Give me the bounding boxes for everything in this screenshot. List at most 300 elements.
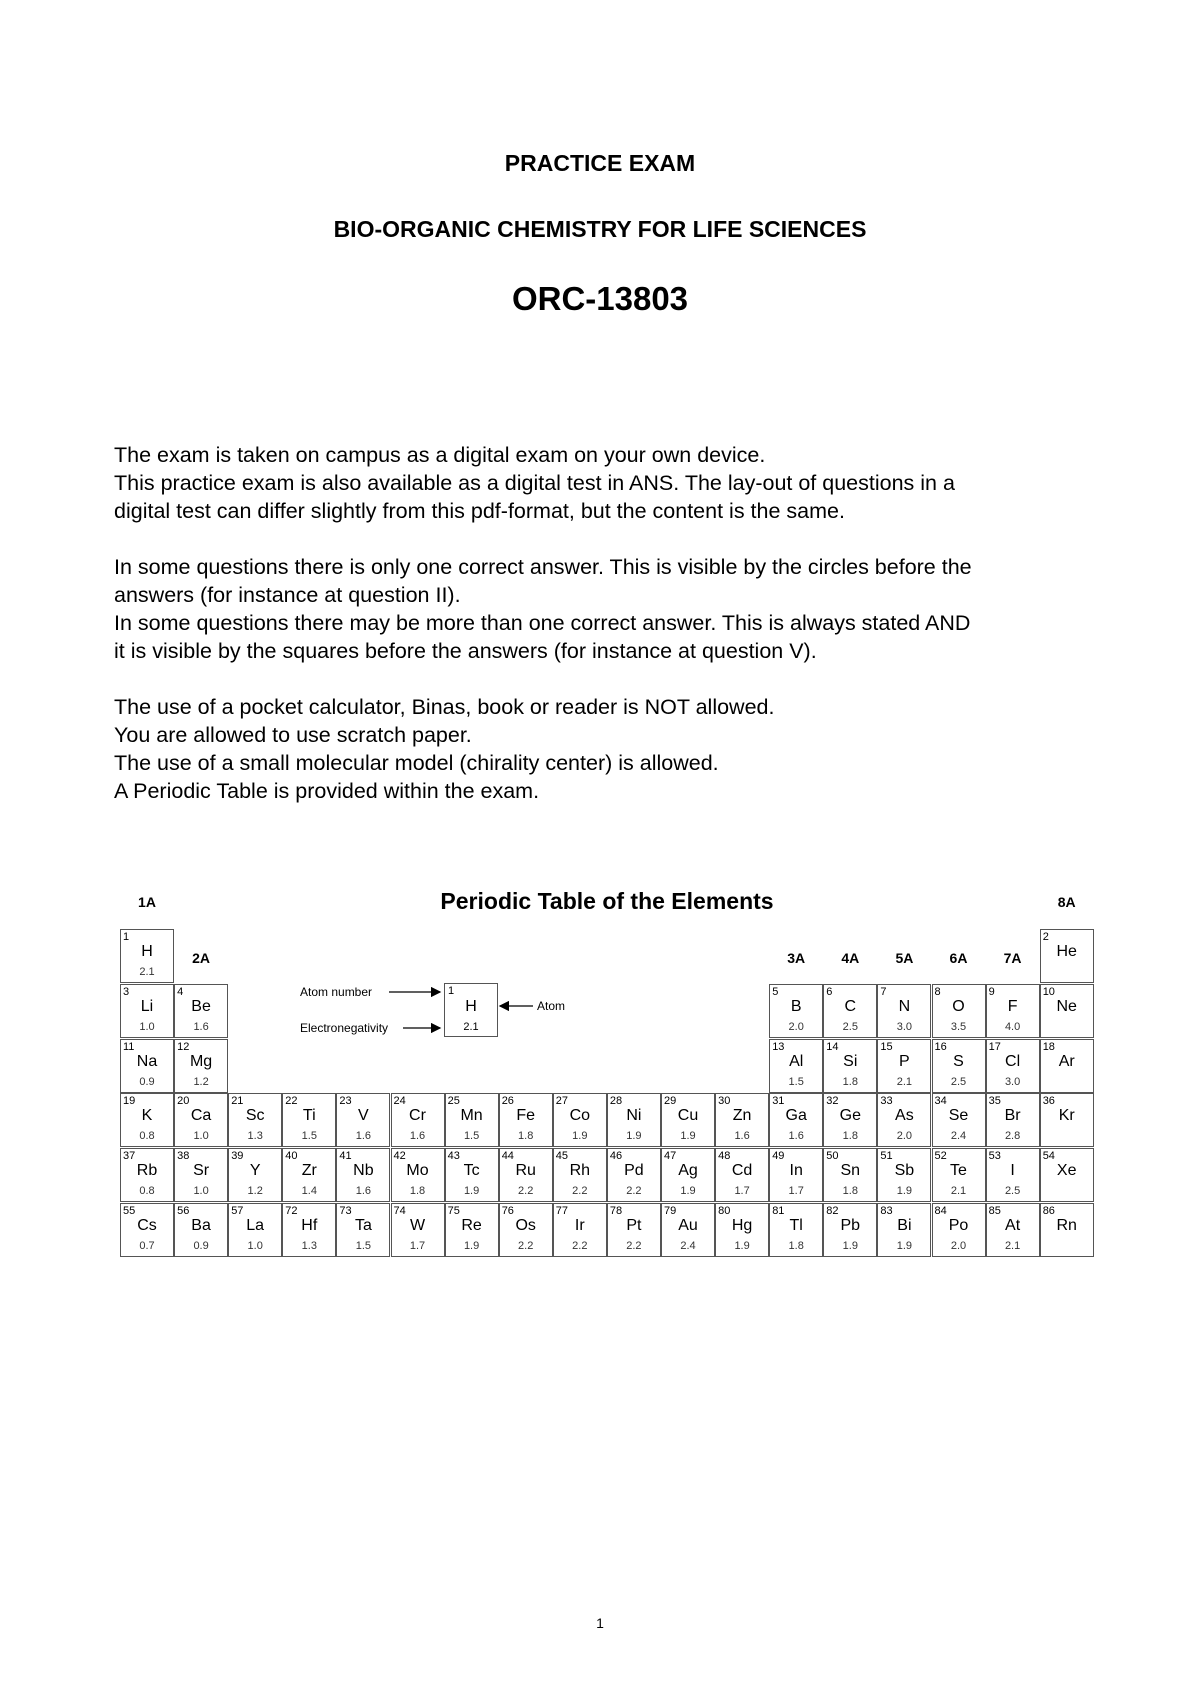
- element-symbol: Cu: [677, 1107, 699, 1125]
- element-number: 8: [934, 985, 941, 998]
- element-number: 47: [664, 1150, 677, 1163]
- element-symbol: Bi: [897, 1217, 912, 1234]
- element-symbol: Po: [948, 1217, 969, 1234]
- element-symbol: Na: [136, 1052, 158, 1070]
- element-electronegativity: 1.9: [734, 1240, 750, 1252]
- element-electronegativity: 1.3: [301, 1240, 317, 1252]
- element-number: 14: [826, 1040, 839, 1053]
- element-number: 42: [393, 1150, 406, 1163]
- element-electronegativity: 1.2: [247, 1185, 263, 1198]
- element-symbol: As: [895, 1107, 914, 1125]
- element-electronegativity: 0.7: [139, 1240, 155, 1252]
- element-cell: [1040, 1039, 1094, 1093]
- legend-example-number: 1: [448, 985, 455, 997]
- element-symbol: Kr: [1058, 1107, 1075, 1125]
- element-electronegativity: 1.9: [572, 1130, 588, 1143]
- element-electronegativity: 2.0: [896, 1130, 913, 1143]
- element-cell: [715, 1203, 769, 1257]
- element-cell: [336, 1203, 390, 1257]
- element-number: 7: [880, 985, 887, 998]
- element-number: 33: [880, 1095, 893, 1108]
- element-symbol: Be: [191, 997, 211, 1015]
- element-electronegativity: 1.9: [842, 1240, 858, 1252]
- element-number: 51: [880, 1150, 893, 1163]
- element-symbol: H: [141, 943, 153, 960]
- legend-example-en: 2.1: [463, 1021, 479, 1033]
- element-symbol: Al: [789, 1052, 804, 1070]
- element-electronegativity: 1.4: [301, 1185, 317, 1198]
- element-number: 41: [339, 1150, 352, 1163]
- element-symbol: Sn: [840, 1162, 861, 1180]
- element-symbol: In: [789, 1162, 803, 1180]
- element-cell: [174, 1203, 228, 1257]
- element-number: 53: [988, 1150, 1001, 1163]
- element-cell: [499, 1203, 553, 1257]
- element-electronegativity: 1.8: [842, 1130, 858, 1143]
- element-symbol: La: [246, 1217, 265, 1234]
- group-label: 3A: [787, 950, 806, 966]
- element-cell: [877, 984, 931, 1038]
- element-number: 4: [177, 985, 184, 998]
- element-cell: [769, 1039, 823, 1093]
- element-symbol: Tl: [789, 1217, 803, 1234]
- element-number: 29: [664, 1095, 677, 1108]
- element-cell: [877, 1148, 931, 1202]
- element-number: 20: [177, 1095, 190, 1108]
- element-electronegativity: 1.0: [139, 1020, 155, 1033]
- element-cell: [282, 1093, 336, 1147]
- element-electronegativity: 1.0: [247, 1240, 263, 1252]
- instruction-line: The exam is taken on campus as a digital exam on your own device.: [114, 443, 766, 467]
- element-electronegativity: 2.5: [950, 1075, 967, 1088]
- element-number: 44: [501, 1150, 514, 1163]
- element-number: 39: [231, 1150, 244, 1163]
- element-symbol: Ga: [785, 1107, 807, 1125]
- element-symbol: Fe: [516, 1107, 536, 1125]
- element-number: 85: [988, 1205, 1001, 1217]
- element-number: 81: [772, 1205, 785, 1217]
- element-symbol: Zr: [301, 1162, 317, 1180]
- element-cell: [174, 984, 228, 1038]
- element-number: 80: [718, 1205, 731, 1217]
- element-electronegativity: 1.6: [409, 1130, 426, 1143]
- element-number: 12: [177, 1040, 190, 1053]
- element-cell: [1040, 984, 1094, 1038]
- element-number: 5: [772, 985, 779, 998]
- element-electronegativity: 1.0: [193, 1185, 209, 1198]
- element-electronegativity: 1.6: [734, 1130, 750, 1143]
- element-number: 3: [123, 985, 130, 998]
- element-electronegativity: 1.3: [247, 1130, 263, 1143]
- element-number: 55: [123, 1205, 136, 1217]
- element-electronegativity: 1.9: [896, 1240, 913, 1252]
- element-symbol: He: [1056, 943, 1077, 960]
- element-cell: [986, 1093, 1040, 1147]
- element-cell: [932, 1148, 986, 1202]
- element-number: 11: [123, 1040, 135, 1053]
- element-cell: [607, 1203, 661, 1257]
- instruction-line: This practice exam is also available as a digital test in ANS. The lay-out of questions in a: [114, 471, 955, 495]
- element-electronegativity: 1.6: [193, 1020, 209, 1033]
- element-cell: [823, 984, 877, 1038]
- element-number: 32: [826, 1095, 839, 1108]
- element-electronegativity: 1.9: [626, 1130, 642, 1143]
- element-symbol: Pd: [624, 1162, 644, 1180]
- element-electronegativity: 1.5: [463, 1130, 480, 1143]
- element-cell: [769, 1093, 823, 1147]
- element-cell: [877, 1039, 931, 1093]
- element-number: 23: [339, 1095, 352, 1108]
- element-cell: [228, 1203, 282, 1257]
- element-number: 54: [1042, 1150, 1055, 1163]
- element-symbol: Rb: [136, 1162, 158, 1180]
- element-electronegativity: 2.8: [1004, 1130, 1021, 1143]
- element-cell: [282, 1203, 336, 1257]
- element-symbol: Se: [948, 1107, 969, 1125]
- element-electronegativity: 1.2: [193, 1075, 209, 1088]
- element-cell: [553, 1203, 607, 1257]
- element-symbol: Xe: [1056, 1162, 1077, 1180]
- element-symbol: Cl: [1005, 1052, 1021, 1070]
- element-symbol: Sc: [245, 1107, 265, 1125]
- element-electronegativity: 1.8: [409, 1185, 426, 1198]
- element-symbol: Nb: [353, 1162, 374, 1180]
- element-number: 13: [772, 1040, 785, 1053]
- legend-atom-label: Atom: [537, 999, 566, 1013]
- element-number: 22: [285, 1095, 298, 1108]
- element-symbol: Ru: [515, 1162, 536, 1180]
- element-electronegativity: 0.9: [193, 1240, 209, 1252]
- element-cell: [661, 1093, 715, 1147]
- element-number: 9: [988, 985, 995, 998]
- element-number: 31: [772, 1095, 785, 1108]
- element-number: 82: [826, 1205, 839, 1217]
- element-cell: [174, 1093, 228, 1147]
- element-symbol: Os: [515, 1217, 536, 1234]
- element-number: 10: [1042, 985, 1055, 998]
- element-electronegativity: 2.1: [950, 1185, 967, 1198]
- element-electronegativity: 2.2: [518, 1185, 534, 1198]
- element-electronegativity: 1.5: [301, 1130, 317, 1143]
- element-electronegativity: 2.1: [896, 1075, 913, 1088]
- element-symbol: S: [953, 1052, 964, 1070]
- element-electronegativity: 1.9: [896, 1185, 913, 1198]
- element-electronegativity: 1.8: [518, 1130, 534, 1143]
- element-number: 2: [1042, 931, 1049, 943]
- element-electronegativity: 3.0: [896, 1020, 913, 1033]
- group-label: 5A: [895, 950, 914, 966]
- element-electronegativity: 1.8: [788, 1240, 804, 1252]
- instruction-line: answers (for instance at question II).: [114, 583, 461, 607]
- instruction-line: The use of a pocket calculator, Binas, book or reader is NOT allowed.: [114, 695, 775, 719]
- element-cell: [769, 984, 823, 1038]
- paragraph-gap: [114, 525, 1114, 553]
- element-symbol: Hf: [301, 1217, 318, 1234]
- element-symbol: Br: [1004, 1107, 1021, 1125]
- element-electronegativity: 2.1: [1004, 1240, 1021, 1252]
- element-number: 19: [123, 1095, 136, 1108]
- element-number: 77: [555, 1205, 569, 1217]
- element-number: 38: [177, 1150, 190, 1163]
- element-symbol: Li: [140, 997, 154, 1015]
- element-cell: [336, 1093, 390, 1147]
- element-symbol: Hg: [731, 1217, 753, 1234]
- element-number: 27: [555, 1095, 569, 1108]
- element-symbol: Cs: [137, 1217, 157, 1234]
- element-cell: [120, 1203, 174, 1257]
- element-number: 16: [934, 1040, 947, 1053]
- element-symbol: Zn: [732, 1107, 752, 1125]
- element-cell: [499, 1093, 553, 1147]
- element-electronegativity: 1.8: [842, 1075, 858, 1088]
- element-symbol: Ni: [626, 1107, 642, 1125]
- element-symbol: Sb: [894, 1162, 915, 1180]
- element-cell: [986, 1203, 1040, 1257]
- element-number: 57: [231, 1205, 244, 1217]
- legend-atom-number-label: Atom number: [300, 985, 373, 999]
- element-electronegativity: 0.9: [139, 1075, 155, 1088]
- element-electronegativity: 2.4: [950, 1130, 967, 1143]
- element-electronegativity: 2.2: [626, 1185, 642, 1198]
- element-symbol: Tc: [463, 1162, 480, 1180]
- element-symbol: N: [898, 997, 911, 1015]
- element-number: 34: [934, 1095, 947, 1108]
- element-cell: [1040, 1093, 1094, 1147]
- element-electronegativity: 2.1: [139, 966, 155, 978]
- element-number: 1: [123, 931, 130, 943]
- element-symbol: Pt: [626, 1217, 642, 1234]
- element-electronegativity: 1.9: [680, 1185, 696, 1198]
- element-symbol: Ag: [678, 1162, 698, 1180]
- element-cell: [769, 1203, 823, 1257]
- element-cell: [336, 1148, 390, 1202]
- instruction-line: A Periodic Table is provided within the exam.: [114, 779, 540, 803]
- element-cell: [823, 1203, 877, 1257]
- element-number: 76: [501, 1205, 514, 1217]
- element-symbol: C: [844, 997, 857, 1015]
- element-symbol: Ta: [354, 1217, 372, 1234]
- element-symbol: Ti: [302, 1107, 316, 1125]
- element-symbol: Mn: [460, 1107, 483, 1125]
- group-label: 8A: [1057, 894, 1076, 910]
- element-number: 35: [988, 1095, 1001, 1108]
- periodic-table-title: Periodic Table of the Elements: [440, 888, 774, 914]
- element-electronegativity: 1.6: [355, 1185, 372, 1198]
- instruction-line: it is visible by the squares before the answers (for instance at question V).: [114, 639, 817, 663]
- element-cell: [932, 1203, 986, 1257]
- element-number: 48: [718, 1150, 731, 1163]
- element-cell: [391, 1093, 445, 1147]
- element-symbol: Ca: [190, 1107, 212, 1125]
- element-symbol: I: [1010, 1162, 1015, 1180]
- element-number: 24: [393, 1095, 406, 1108]
- element-cell: [120, 1093, 174, 1147]
- element-cell: [661, 1148, 715, 1202]
- element-cell: [877, 1093, 931, 1147]
- instruction-line: In some questions there is only one correct answer. This is visible by the circles before the: [114, 555, 972, 579]
- page-number: 1: [596, 1615, 604, 1631]
- element-cell: [499, 1148, 553, 1202]
- element-number: 73: [339, 1205, 352, 1217]
- element-cell: [553, 1093, 607, 1147]
- element-symbol: Rn: [1056, 1217, 1077, 1234]
- element-electronegativity: 3.5: [950, 1020, 967, 1033]
- element-electronegativity: 3.0: [1004, 1075, 1021, 1088]
- element-electronegativity: 1.5: [355, 1240, 372, 1252]
- element-cell: [445, 1203, 499, 1257]
- element-cell: [228, 1093, 282, 1147]
- element-symbol: Rh: [569, 1162, 591, 1180]
- exam-instructions: [114, 441, 1114, 805]
- element-electronegativity: 1.6: [788, 1130, 804, 1143]
- element-symbol: Mo: [406, 1162, 429, 1180]
- element-number: 17: [988, 1040, 1001, 1053]
- element-number: 37: [123, 1150, 136, 1163]
- element-electronegativity: 1.7: [788, 1185, 804, 1198]
- element-symbol: At: [1005, 1217, 1021, 1234]
- legend-example-cell: [444, 983, 498, 1037]
- element-cell: [823, 1148, 877, 1202]
- paragraph-gap: [114, 665, 1114, 693]
- element-number: 75: [447, 1205, 460, 1217]
- element-symbol: Si: [843, 1052, 858, 1070]
- course-code: ORC-13803: [511, 280, 689, 317]
- element-symbol: Y: [249, 1162, 261, 1180]
- group-label: 7A: [1003, 950, 1022, 966]
- instruction-line: digital test can differ slightly from this pdf-format, but the content is the same.: [114, 499, 845, 523]
- element-symbol: Ar: [1058, 1052, 1075, 1070]
- element-electronegativity: 2.2: [518, 1240, 534, 1252]
- element-symbol: K: [141, 1107, 153, 1125]
- element-electronegativity: 1.6: [355, 1130, 372, 1143]
- course-title: BIO-ORGANIC CHEMISTRY FOR LIFE SCIENCES: [333, 216, 867, 242]
- group-label: 1A: [138, 894, 156, 910]
- element-number: 49: [772, 1150, 785, 1163]
- element-cell: [986, 1148, 1040, 1202]
- element-cell: [877, 1203, 931, 1257]
- element-number: 56: [177, 1205, 190, 1217]
- element-symbol: Ba: [191, 1217, 211, 1234]
- element-cell: [120, 929, 174, 983]
- element-cell: [932, 1093, 986, 1147]
- element-electronegativity: 1.8: [842, 1185, 858, 1198]
- element-number: 86: [1042, 1205, 1055, 1217]
- element-symbol: Co: [569, 1107, 591, 1125]
- element-electronegativity: 2.0: [950, 1240, 967, 1252]
- element-number: 72: [285, 1205, 298, 1217]
- instruction-line: You are allowed to use scratch paper.: [114, 723, 472, 747]
- group-label: 6A: [949, 950, 968, 966]
- element-number: 40: [285, 1150, 298, 1163]
- element-cell: [661, 1203, 715, 1257]
- element-electronegativity: 2.5: [842, 1020, 858, 1033]
- element-symbol: Au: [678, 1217, 698, 1234]
- element-cell: [715, 1148, 769, 1202]
- element-cell: [1040, 1148, 1094, 1202]
- element-symbol: Cd: [731, 1162, 753, 1180]
- element-symbol: W: [409, 1217, 426, 1234]
- element-number: 52: [934, 1150, 947, 1163]
- element-symbol: Te: [950, 1162, 967, 1180]
- element-number: 36: [1042, 1095, 1055, 1108]
- element-cell: [120, 1039, 174, 1093]
- element-electronegativity: 1.9: [463, 1185, 480, 1198]
- element-number: 43: [447, 1150, 460, 1163]
- element-cell: [932, 984, 986, 1038]
- element-electronegativity: 1.9: [680, 1130, 696, 1143]
- element-number: 78: [609, 1205, 623, 1217]
- element-cell: [715, 1093, 769, 1147]
- element-cell: [607, 1093, 661, 1147]
- element-number: 28: [609, 1095, 623, 1108]
- element-symbol: P: [899, 1052, 910, 1070]
- element-electronegativity: 2.2: [626, 1240, 642, 1252]
- element-cell: [228, 1148, 282, 1202]
- element-electronegativity: 1.0: [193, 1130, 209, 1143]
- element-cell: [769, 1148, 823, 1202]
- element-symbol: Ge: [839, 1107, 861, 1125]
- element-symbol: B: [790, 997, 802, 1015]
- element-cell: [174, 1148, 228, 1202]
- element-symbol: F: [1007, 997, 1018, 1015]
- element-symbol: Re: [461, 1217, 482, 1234]
- element-number: 25: [447, 1095, 460, 1108]
- element-cell: [391, 1203, 445, 1257]
- element-electronegativity: 2.2: [572, 1240, 588, 1252]
- element-electronegativity: 4.0: [1004, 1020, 1021, 1033]
- element-cell: [932, 1039, 986, 1093]
- legend-electronegativity-label: Electronegativity: [300, 1021, 389, 1035]
- group-label: 2A: [192, 950, 211, 966]
- element-number: 21: [231, 1095, 244, 1108]
- element-number: 6: [826, 985, 833, 998]
- element-number: 83: [880, 1205, 893, 1217]
- element-cell: [445, 1093, 499, 1147]
- instruction-line: In some questions there may be more than one correct answer. This is always stated AND: [114, 611, 971, 635]
- element-cell: [553, 1148, 607, 1202]
- element-cell: [1040, 1203, 1094, 1257]
- element-number: 18: [1042, 1040, 1055, 1053]
- element-cell: [391, 1148, 445, 1202]
- element-symbol: O: [952, 997, 965, 1015]
- element-electronegativity: 1.7: [734, 1185, 750, 1198]
- element-number: 79: [664, 1205, 677, 1217]
- element-number: 15: [880, 1040, 893, 1053]
- element-electronegativity: 2.0: [788, 1020, 804, 1033]
- element-cell: [823, 1093, 877, 1147]
- element-cell: [174, 1039, 228, 1093]
- instruction-line: The use of a small molecular model (chirality center) is allowed.: [114, 751, 719, 775]
- element-cell: [282, 1148, 336, 1202]
- element-cell: [823, 1039, 877, 1093]
- element-symbol: Sr: [193, 1162, 210, 1180]
- element-electronegativity: 1.7: [409, 1240, 426, 1252]
- element-number: 45: [555, 1150, 569, 1163]
- element-number: 74: [393, 1205, 406, 1217]
- practice-exam-title: PRACTICE EXAM: [504, 150, 696, 176]
- element-electronegativity: 2.2: [572, 1185, 588, 1198]
- element-electronegativity: 1.5: [788, 1075, 804, 1088]
- element-electronegativity: 0.8: [139, 1185, 155, 1198]
- group-label: 4A: [841, 950, 860, 966]
- element-cell: [986, 1039, 1040, 1093]
- element-symbol: Pb: [840, 1217, 861, 1234]
- element-cell: [1040, 929, 1094, 983]
- element-cell: [120, 984, 174, 1038]
- element-symbol: Cr: [409, 1107, 426, 1125]
- legend-example-symbol: H: [465, 998, 477, 1015]
- element-symbol: Mg: [189, 1052, 213, 1070]
